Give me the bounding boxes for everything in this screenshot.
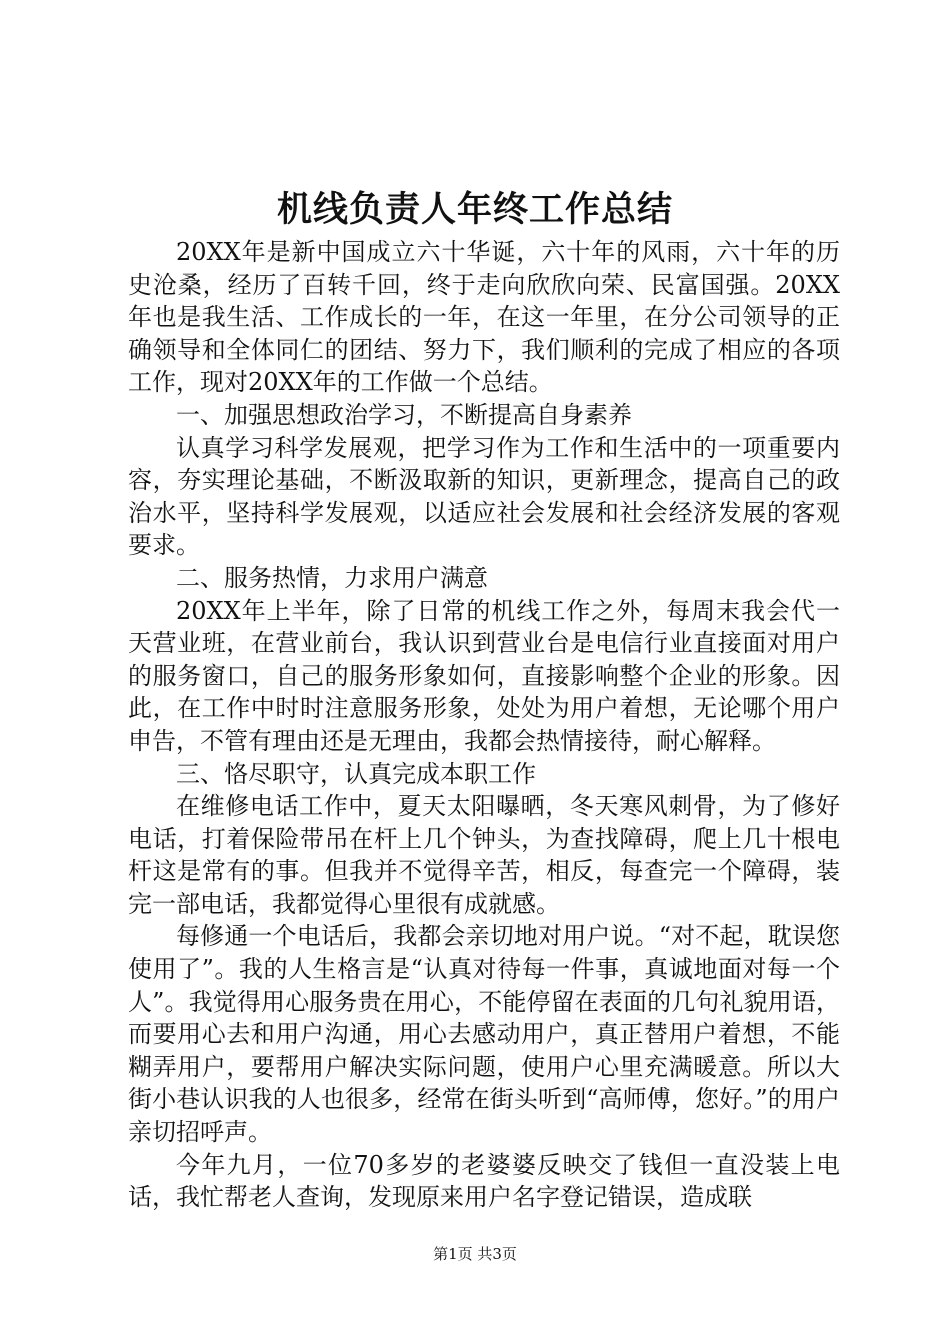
section-heading-1: 一、加强思想政治学习，不断提高自身素养 <box>176 400 632 429</box>
page-footer: 第1页 共3页 <box>433 1245 517 1263</box>
section-heading-3: 三、恪尽职守，认真完成本职工作 <box>176 759 536 788</box>
paragraph-study: 认真学习科学发展观，把学习作为工作和生活中的一项重要内容，夯实理论基础，不断汲取新的知识，更新理念，提高自己的政治水平，坚持科学发展观，以适应社会发展和社会经济发展的客观要求。 <box>128 433 840 560</box>
section-heading-2: 二、服务热情，力求用户满意 <box>176 563 488 592</box>
paragraph-customer-care: 每修通一个电话后，我都会亲切地对用户说。“对不起，耽误您使用了”。我的人生格言是“认真对待每一件事，真诚地面对每一个人”。我觉得用心服务贵在用心，不能停留在表面的几句礼貌用语，而要用心去和用户沟通，用心去感动用户，真正替用户着想，不能糊弄用户，要帮用户解决实际问题，使用户心里充满暖意。所以大街小巷认识我的人也很多，经常在街头听到“高师傅，您好。”的用户亲切招呼声。 <box>128 922 840 1147</box>
paragraph-september: 今年九月，一位70多岁的老婆婆反映交了钱但一直没装上电话，我忙帮老人查询，发现原来用户名字登记错误，造成联 <box>128 1150 840 1212</box>
paragraph-intro: 20XX年是新中国成立六十华诞，六十年的风雨，六十年的历史沧桑，经历了百转千回，终于走向欣欣向荣、民富国强。20XX年也是我生活、工作成长的一年，在这一年里，在分公司领导的正确领导和全体同仁的团结、努力下，我们顺利的完成了相应的各项工作，现对20XX年的工作做一个总结。 <box>128 238 840 397</box>
paragraph-service: 20XX年上半年，除了日常的机线工作之外，每周末我会代一天营业班，在营业前台，我认识到营业台是电信行业直接面对用户的服务窗口，自己的服务形象如何，直接影响整个企业的形象。因此，在工作中时时注意服务形象，处处为用户着想，无论哪个用户申告，不管有理由还是无理由，我都会热情接待，耐心解释。 <box>128 596 840 755</box>
document-body <box>128 236 840 1214</box>
document-title: 机线负责人年终工作总结 <box>276 189 673 230</box>
paragraph-maintenance: 在维修电话工作中，夏天太阳曝晒，冬天寒风刺骨，为了修好电话，打着保险带吊在杆上几个钟头，为查找障碍，爬上几十根电杆这是常有的事。但我并不觉得辛苦，相反，每查完一个障碍，装完一部电话，我都觉得心里很有成就感。 <box>128 792 840 918</box>
